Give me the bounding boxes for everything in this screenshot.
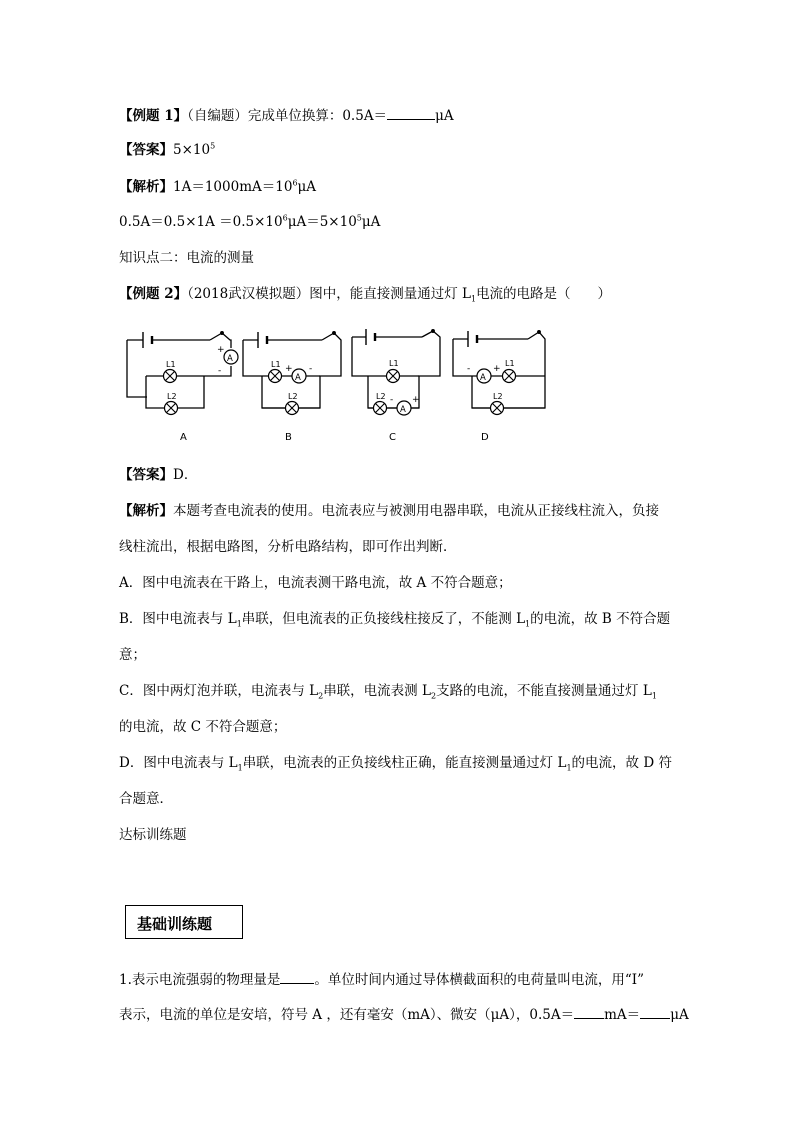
circuit-b-caption: B — [285, 432, 292, 443]
example1-text: （自编题）完成单位换算：0.5A＝ — [187, 108, 388, 124]
answer1-label: 【答案】 — [119, 142, 173, 158]
circuit-a-ammeter-label: A — [227, 354, 233, 364]
option-d-s1: 1 — [237, 763, 243, 773]
option-c-b: 串联，电流表测 L — [323, 683, 431, 699]
circuit-c-minus: - — [390, 395, 394, 405]
example1-line — [119, 106, 454, 126]
practice-title: 达标训练题 — [119, 827, 187, 843]
circuit-b-plus: + — [285, 364, 293, 374]
q1-text-d: mA＝ — [604, 1007, 641, 1023]
example2-text-b: 电流的电路是（ ） — [476, 286, 612, 302]
calc-unit: μA — [361, 214, 381, 230]
option-d-s2: 1 — [566, 763, 572, 773]
circuit-c-l1: L1 — [389, 359, 399, 368]
analysis1-unit: μA — [297, 179, 317, 195]
option-b-a: B．图中电流表与 L — [119, 611, 237, 627]
circuit-a-plus: + — [217, 345, 225, 355]
q1-text-e: μA — [670, 1007, 689, 1023]
analysis2-line1 — [119, 501, 659, 521]
calc-part1: 0.5A＝0.5×1A ＝0.5×10 — [119, 214, 283, 230]
circuit-d-caption: D — [481, 432, 489, 443]
answer1-line — [119, 140, 215, 160]
option-d-line1 — [119, 753, 672, 773]
circuit-b-minus: - — [309, 364, 313, 374]
analysis2-line2: 线柱流出，根据电路图，分析电路结构，即可作出判断． — [119, 539, 457, 555]
circuit-a-l2: L2 — [167, 392, 177, 401]
option-a-line: A．图中电流表在干路上，电流表测干路电流，故 A 不符合题意； — [119, 575, 512, 591]
circuit-d-l1: L1 — [505, 359, 515, 368]
example2-sub: 1 — [470, 294, 477, 304]
circuit-b-l1: L1 — [271, 360, 281, 369]
circuit-d-ammeter-label: A — [480, 373, 486, 383]
circuit-d-plus: + — [493, 364, 501, 374]
option-b-s1: 1 — [236, 619, 242, 629]
option-c-line1 — [119, 681, 657, 701]
circuit-a-minus: - — [218, 366, 222, 376]
option-d-line2: 合题意． — [119, 791, 173, 807]
analysis1-label: 【解析】 — [119, 179, 173, 195]
option-b-c: 的电流，故 B 不符合题 — [530, 611, 671, 627]
option-c-s1: 2 — [318, 691, 324, 701]
question1-line2 — [119, 1005, 689, 1025]
q1-text-b: 。单位时间内通过导体横截面积的电荷量叫电流，用“I” — [314, 972, 645, 988]
answer2-value: D． — [173, 467, 198, 483]
answer2-label: 【答案】 — [119, 467, 173, 483]
circuit-b-l2: L2 — [288, 392, 298, 401]
option-b-line2: 意； — [119, 647, 146, 663]
option-d-b: 串联，电流表的正负接线柱正确，能直接测量通过灯 L — [242, 755, 567, 771]
option-c-line2: 的电流，故 C 不符合题意； — [119, 719, 287, 735]
option-c-c: 支路的电流，不能直接测量通过灯 L — [436, 683, 652, 699]
q1-text-a: 1.表示电流强弱的物理量是 — [119, 972, 281, 988]
q1-blank-ua[interactable] — [640, 1006, 670, 1019]
section2-title: 知识点二：电流的测量 — [119, 250, 254, 266]
option-b-b: 串联，但电流表的正负接线柱接反了，不能测 L — [241, 611, 526, 627]
option-c-a: C．图中两灯泡并联，电流表与 L — [119, 683, 319, 699]
circuit-c-ammeter-label: A — [400, 405, 406, 415]
option-b-line1 — [119, 609, 670, 629]
analysis2-label: 【解析】 — [119, 503, 173, 519]
analysis1-line — [119, 177, 316, 197]
example2-line — [119, 284, 611, 304]
calc-line — [119, 212, 380, 232]
option-b-s2: 1 — [525, 619, 531, 629]
answer1-exp: 5 — [210, 141, 216, 151]
circuit-a-caption: A — [180, 432, 187, 443]
circuit-a-l1: L1 — [166, 360, 176, 369]
basic-training-header — [125, 905, 243, 939]
question1-line1 — [119, 970, 644, 990]
calc-part2: μA＝5×10 — [287, 214, 357, 230]
analysis2-text1: 本题考查电流表的使用。电流表应与被测用电器串联，电流从正接线柱流入，负接 — [173, 503, 659, 519]
answer2-line — [119, 465, 197, 485]
circuit-c — [352, 329, 440, 415]
q1-blank-ma[interactable] — [574, 1006, 604, 1019]
example2-text-a: （2018武汉模拟题）图中，能直接测量通过灯 L — [187, 286, 471, 302]
circuit-c-l2: L2 — [376, 392, 386, 401]
example1-blank[interactable] — [387, 107, 435, 120]
example1-unit: μA — [435, 108, 454, 124]
answer1-base: 5×10 — [173, 142, 211, 158]
example1-label: 【例题 1】 — [119, 108, 188, 124]
circuit-c-caption: C — [389, 432, 396, 443]
q1-blank-quantity[interactable] — [280, 971, 314, 984]
circuit-c-plus: + — [412, 395, 420, 405]
circuit-b-ammeter-label: A — [295, 373, 301, 383]
circuit-d-l2: L2 — [493, 392, 503, 401]
option-d-c: 的电流，故 D 符 — [571, 755, 672, 771]
option-c-s3: 1 — [651, 691, 657, 701]
option-d-a: D．图中电流表与 L — [119, 755, 238, 771]
analysis1-text: 1A＝1000mA＝10 — [173, 179, 293, 195]
q1-text-c: 表示，电流的单位是安培，符号 A ，还有毫安（mA）、微安（μA），0.5A＝ — [119, 1007, 575, 1023]
option-c-s2: 2 — [430, 691, 437, 701]
circuit-diagrams — [0, 318, 794, 448]
circuit-d-minus: - — [467, 364, 471, 374]
basic-training-header-text: 基础训练题 — [137, 915, 213, 933]
example2-label: 【例题 2】 — [119, 286, 188, 302]
calc-exp2: 5 — [356, 213, 362, 223]
calc-exp1: 6 — [282, 213, 288, 223]
analysis1-exp: 6 — [292, 178, 298, 188]
